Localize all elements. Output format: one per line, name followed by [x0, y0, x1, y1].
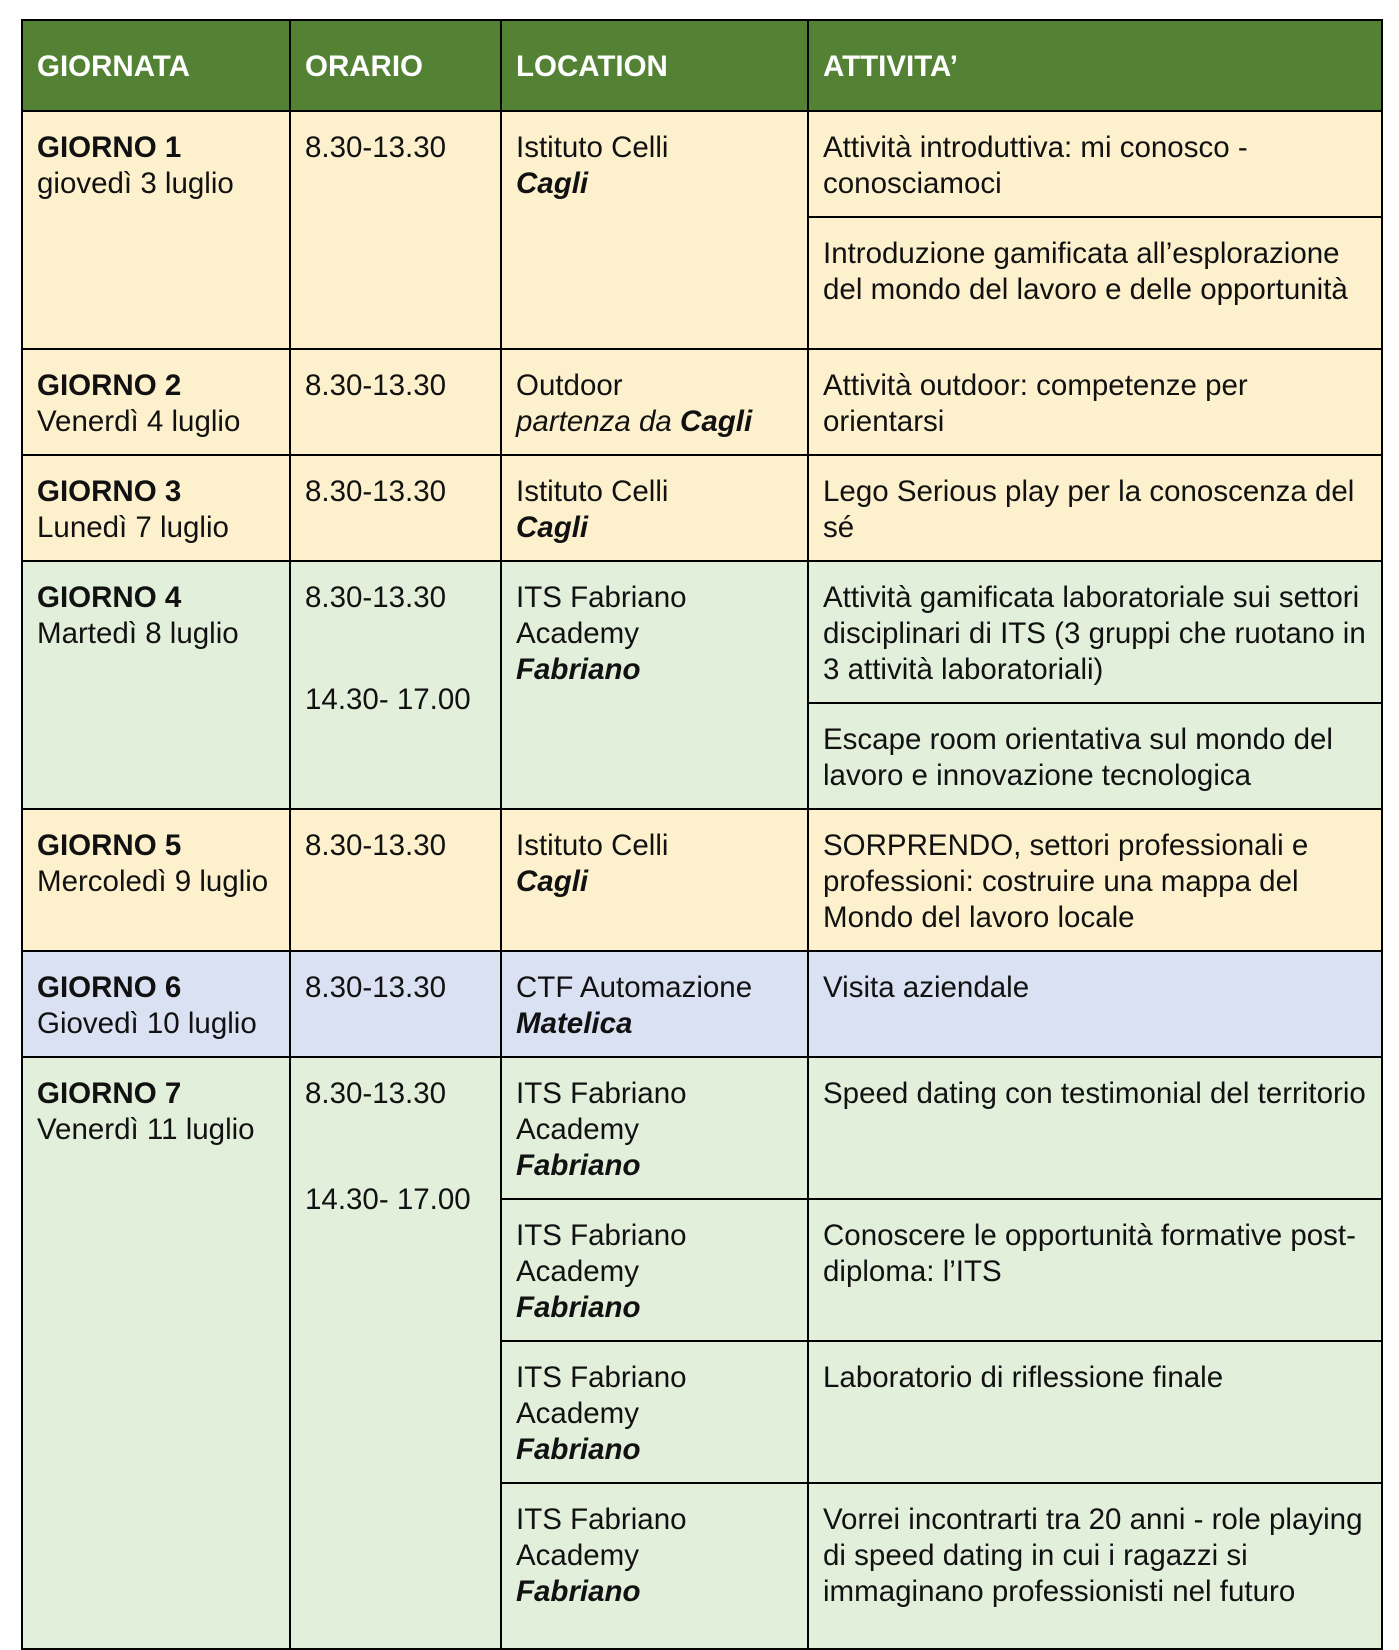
day-label: GIORNO 4	[37, 581, 182, 614]
time-value: 8.30-13.30	[305, 475, 447, 508]
header-location: LOCATION	[501, 20, 808, 111]
location-cell	[501, 1199, 808, 1341]
activity-cell: Speed dating con testimonial del territorio	[808, 1057, 1382, 1199]
location-name: ITS Fabriano	[516, 1503, 687, 1536]
day-label: GIORNO 5	[37, 829, 182, 862]
location-name: ITS Fabriano	[516, 1219, 687, 1252]
location-name: Istituto Celli	[516, 829, 669, 862]
day-cell	[22, 561, 290, 809]
header-activity: ATTIVITA’	[808, 20, 1382, 111]
location-city: Fabriano	[516, 1575, 641, 1608]
location-name: Istituto Celli	[516, 475, 669, 508]
time-value-afternoon: 14.30- 17.00	[305, 683, 471, 716]
time-cell	[290, 111, 501, 349]
location-name-2: Academy	[516, 1113, 639, 1146]
table-row	[22, 1057, 1382, 1199]
location-prefix: partenza da	[516, 405, 681, 438]
location-city: Fabriano	[516, 653, 641, 686]
location-city: Cagli	[516, 167, 589, 200]
location-name: ITS Fabriano	[516, 581, 687, 614]
day-label: GIORNO 3	[37, 475, 182, 508]
location-city: Cagli	[680, 405, 753, 438]
day-cell	[22, 951, 290, 1057]
location-city: Fabriano	[516, 1149, 641, 1182]
activity-cell: Lego Serious play per la conoscenza del sé	[808, 455, 1382, 561]
day-date: giovedì 3 luglio	[37, 167, 234, 200]
location-city: Cagli	[516, 865, 589, 898]
day-date: Venerdì 4 luglio	[37, 405, 241, 438]
day-cell	[22, 809, 290, 951]
location-name-2: Academy	[516, 1255, 639, 1288]
activity-cell: Vorrei incontrarti tra 20 anni - role playing di speed dating in cui i ragazzi si immaginano professionisti nel futuro	[808, 1483, 1382, 1649]
location-cell	[501, 809, 808, 951]
location-city: Fabriano	[516, 1291, 641, 1324]
activity-cell: Attività outdoor: competenze per orientarsi	[808, 349, 1382, 455]
location-cell	[501, 951, 808, 1057]
activity-cell: Introduzione gamificata all’esplorazione del mondo del lavoro e delle opportunità	[808, 217, 1382, 349]
activity-cell: Visita aziendale	[808, 951, 1382, 1057]
day-date: Venerdì 11 luglio	[37, 1113, 255, 1146]
location-name: CTF Automazione	[516, 971, 753, 1004]
schedule-table	[21, 19, 1383, 1650]
day-date: Lunedì 7 luglio	[37, 511, 229, 544]
time-value: 8.30-13.30	[305, 1077, 447, 1110]
table-row	[22, 809, 1382, 951]
location-cell	[501, 1341, 808, 1483]
location-city: Cagli	[516, 511, 589, 544]
activity-cell: Laboratorio di riflessione finale	[808, 1341, 1382, 1483]
time-value-afternoon: 14.30- 17.00	[305, 1183, 471, 1216]
day-cell	[22, 1057, 290, 1649]
activity-cell: Attività gamificata laboratoriale sui settori disciplinari di ITS (3 gruppi che ruotano in 3 attività laboratoriali)	[808, 561, 1382, 703]
header-day: GIORNATA	[22, 20, 290, 111]
location-name: ITS Fabriano	[516, 1361, 687, 1394]
table-row	[22, 111, 1382, 217]
header-row	[22, 20, 1382, 111]
time-value: 8.30-13.30	[305, 131, 447, 164]
day-cell	[22, 455, 290, 561]
table-row	[22, 455, 1382, 561]
location-city: Fabriano	[516, 1433, 641, 1466]
time-value: 8.30-13.30	[305, 829, 447, 862]
activity-cell: Conoscere le opportunità formative post-diploma: l’ITS	[808, 1199, 1382, 1341]
activity-cell: Attività introduttiva: mi conosco - conosciamoci	[808, 111, 1382, 217]
location-cell	[501, 561, 808, 809]
location-name-2: Academy	[516, 1397, 639, 1430]
day-cell	[22, 111, 290, 349]
location-cell	[501, 1483, 808, 1649]
location-name-2: Academy	[516, 617, 639, 650]
day-label: GIORNO 2	[37, 369, 182, 402]
table-row	[22, 951, 1382, 1057]
location-name: Outdoor	[516, 369, 623, 402]
table-row	[22, 349, 1382, 455]
time-value: 8.30-13.30	[305, 369, 447, 402]
day-cell	[22, 349, 290, 455]
activity-cell: SORPRENDO, settori professionali e professioni: costruire una mappa del Mondo del lavoro locale	[808, 809, 1382, 951]
header-time: ORARIO	[290, 20, 501, 111]
activity-cell: Escape room orientativa sul mondo del lavoro e innovazione tecnologica	[808, 703, 1382, 809]
day-date: Giovedì 10 luglio	[37, 1007, 257, 1040]
time-cell	[290, 561, 501, 809]
location-city: Matelica	[516, 1007, 633, 1040]
location-name: Istituto Celli	[516, 131, 669, 164]
day-date: Martedì 8 luglio	[37, 617, 239, 650]
time-value: 8.30-13.30	[305, 971, 447, 1004]
time-cell	[290, 809, 501, 951]
day-label: GIORNO 7	[37, 1077, 182, 1110]
time-value: 8.30-13.30	[305, 581, 447, 614]
time-cell	[290, 349, 501, 455]
day-label: GIORNO 1	[37, 131, 182, 164]
location-cell	[501, 455, 808, 561]
location-cell	[501, 111, 808, 349]
table-row	[22, 561, 1382, 703]
day-date: Mercoledì 9 luglio	[37, 865, 269, 898]
location-name: ITS Fabriano	[516, 1077, 687, 1110]
time-cell	[290, 455, 501, 561]
location-cell	[501, 349, 808, 455]
location-cell	[501, 1057, 808, 1199]
time-cell	[290, 1057, 501, 1649]
time-cell	[290, 951, 501, 1057]
day-label: GIORNO 6	[37, 971, 182, 1004]
location-name-2: Academy	[516, 1539, 639, 1572]
